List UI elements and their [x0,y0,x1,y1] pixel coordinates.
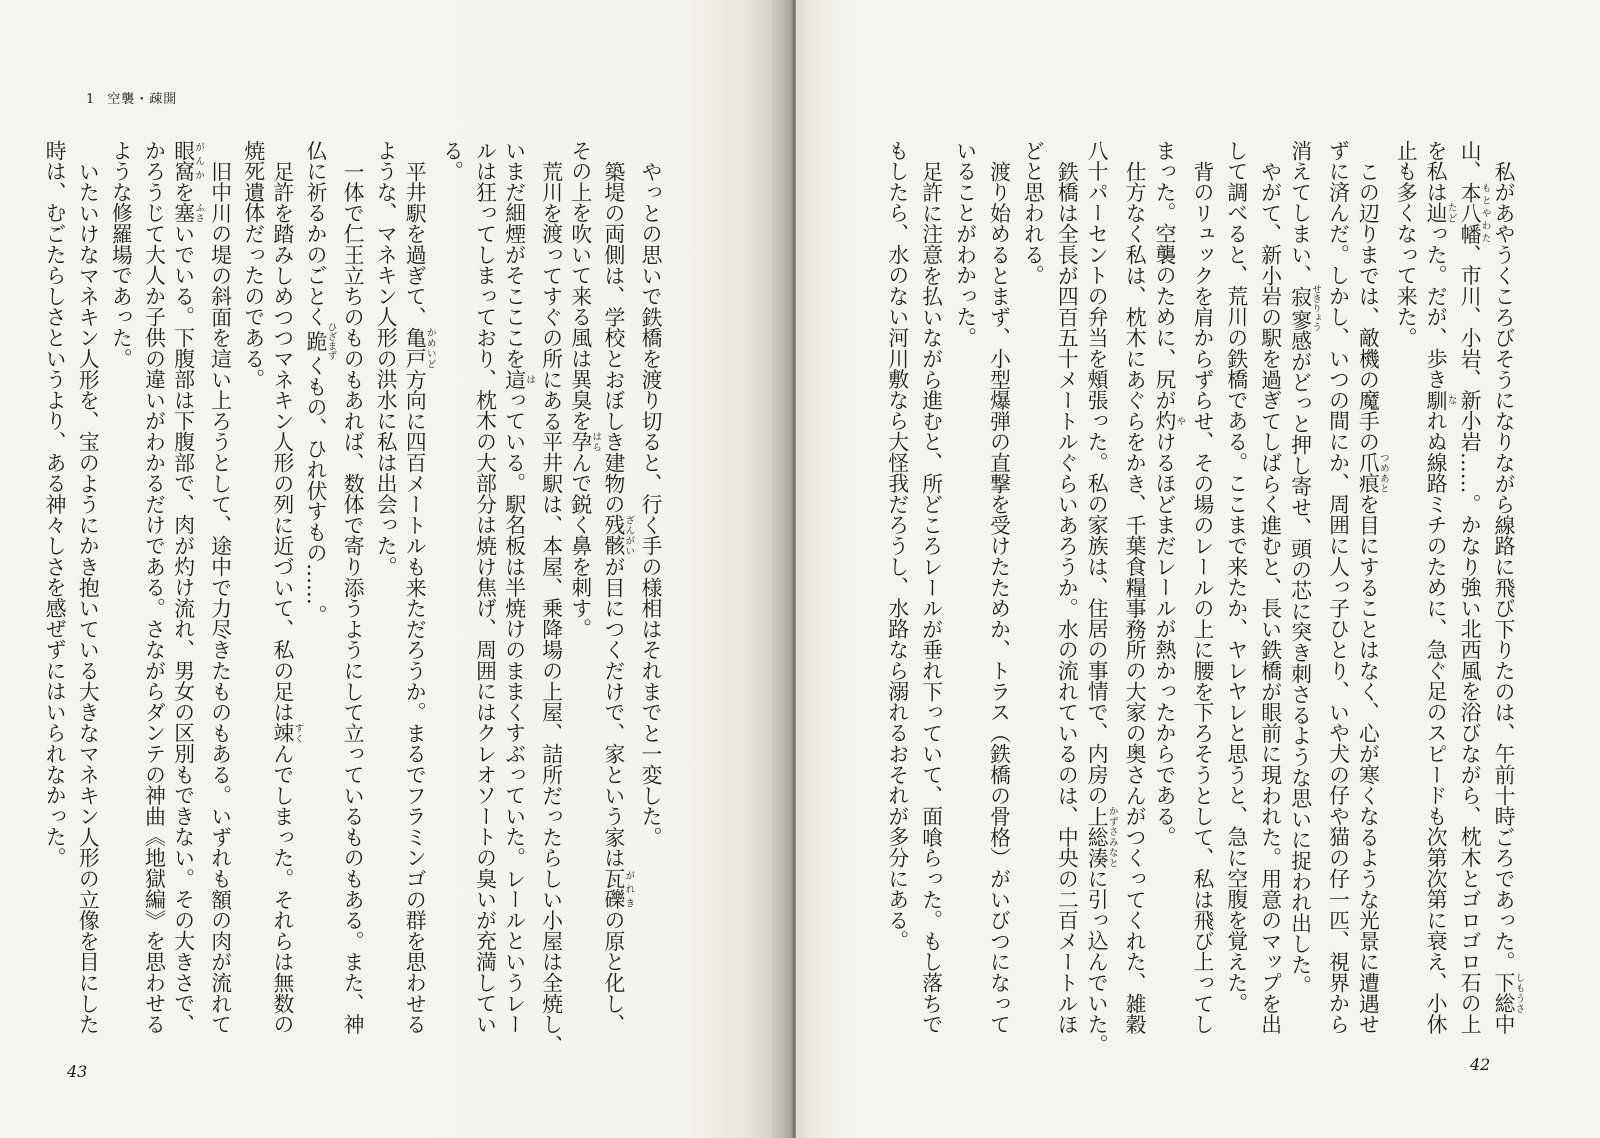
text-run: もしたら、水のない河川敷なら大怪我だろうし、水路なら溺れるおそれが多分にある。 [884,140,909,952]
text-column [368,140,402,1058]
furigana: せきりょう [1310,284,1322,332]
text-column [600,140,634,1058]
left-page [0,0,772,1138]
text-run: 止も多くなって来た。 [1393,140,1418,348]
text-run: 一体で仁王立ちのものもあれば、数体で寄り添うようにして立っているものもある。また、神 [340,160,365,1035]
text-run: 背のリュックを肩からずらせ、その場のレールの上に腰を下ろそうとして、私は飛び上ってし [1189,160,1214,1035]
text-run: その上を吹いて来る風は異臭を [567,140,592,432]
text-run: 鉄橋は全長が四百五十メートルぐらいあろうか。水の流れているのは、中央の二百メートルほ [1054,160,1079,1035]
text-column [1151,140,1185,1058]
text-run: 時は、むごたらしさというより、ある神々しさを感ぜずにはいられなかった。 [42,140,67,868]
ruby-word [501,368,536,390]
ruby-word [170,202,205,224]
ruby-word [402,327,436,369]
furigana: すく [292,722,304,744]
text-run: ルは狂ってしまっており、枕木の大部分は焼け焦げ、周囲にはクレオソートの臭いが充満してい [472,140,497,1035]
text-column [1219,140,1253,1058]
text-run: かろうじて大人か子供の違いがわかるだけである。さながらダンテの神曲《地獄編》を思わせる [141,140,166,1035]
running-head [86,88,177,107]
ruby-base: 辿 [1423,202,1448,224]
text-run: に引っ込んでいた。 [1084,868,1109,1056]
furigana: はら [590,431,602,453]
right-page [796,0,1600,1138]
furigana: かずさみなと [1106,805,1118,868]
text-run: を目にすることはなく、心が寒くなるような光景に遭遇せ [1355,493,1380,1035]
ruby-word [1423,389,1457,411]
ruby-word [1457,181,1491,245]
ruby-base: 灼 [1152,410,1176,432]
furigana: ひざまず [325,322,337,361]
text-column [1117,140,1151,1058]
text-run: を私は [1423,140,1448,203]
page-number-left: 43 [67,1062,88,1081]
text-column [170,140,204,1058]
text-run: 平井駅を過ぎて、 [402,160,427,328]
text-column [434,140,468,1058]
ruby-base: 本八幡 [1457,181,1482,245]
ruby-base: 孕 [567,431,592,453]
text-run: まった。空襲のために、尻が [1152,140,1176,411]
ruby-base: 竦 [269,722,294,744]
text-run: った。だが、歩き [1423,223,1448,390]
ruby-word [600,868,635,910]
text-run: 中 [1491,1013,1515,1035]
text-column [534,140,568,1058]
ruby-word [1355,452,1389,494]
text-column [948,140,982,1058]
text-column [633,140,667,1058]
text-column [468,140,502,1058]
text-column [1456,140,1490,1058]
text-run: いたいけなマネキン人形を、宝のようにかき抱いている大きなマネキン人形の立像を目にした [75,160,100,1035]
furigana: がれき [623,868,635,910]
text-column [914,140,948,1058]
text-column [335,140,369,1058]
text-run: 焼死遺体だったのである。 [240,140,265,390]
ruby-word [1084,805,1118,869]
text-run: いることがわかった。 [952,140,977,348]
text-column [1253,140,1287,1058]
text-column [103,140,137,1058]
ruby-word [1152,410,1186,432]
furigana: がんか [193,140,205,182]
text-run: いまだ細煙がそこここを [501,140,526,369]
text-column [269,140,303,1058]
ruby-word [1423,202,1457,224]
text-column [137,140,171,1058]
text-run: ような修羅場であった。 [108,140,133,369]
ruby-base: 這 [501,368,526,390]
ruby-word [269,722,304,744]
text-run: を [170,181,195,203]
text-run: 仏に祈るかのごとく [303,140,327,328]
text-run: 旧中川の堤の斜面を這い上ろうとして、途中で力尽きたものもある。いずれも額の肉が流れて [207,160,232,1035]
ruby-base: 爪痕 [1355,452,1380,494]
text-run: して調べると、荒川の鉄橋である。ここまで来たか、ヤレヤレと思うと、急に空腹を覚えた。 [1223,140,1248,1014]
furigana: もとやわた [1479,181,1491,245]
furigana: は [524,368,536,390]
text-run: やっとの思いで鉄橋を渡り切ると、行く手の様相はそれまでと一変した。 [638,160,662,848]
furigana: つめあと [1377,452,1389,494]
chapter-number: 1 [86,92,96,107]
text-column [1490,140,1524,1058]
text-run: っている。駅名板は半焼けのままくすぶっていた。レールというレー [501,389,526,1035]
text-run: ような、マネキン人形の洪水に私は出会った。 [373,140,398,577]
ruby-word [600,514,635,557]
ruby-base: 跪 [303,322,327,361]
text-run: 仕方なく私は、枕木にあぐらをかき、千葉食糧事務所の大家の奥さんがつくってくれた、雑穀 [1122,160,1147,1035]
furigana: ざんがい [623,514,635,556]
ruby-base: 寂寥 [1287,284,1312,332]
text-run: る。 [439,140,464,182]
text-run: 感がどっと押し寄せ、頭の芯に突き刺さるような思いに捉われ出した。 [1287,330,1312,996]
text-run: くもの、ひれ伏すもの……。 [303,355,327,626]
text-column [880,140,914,1058]
text-column [1321,140,1355,1058]
text-column [70,140,104,1058]
text-column [401,140,435,1058]
text-run: んでしまった。それらは無数の [269,743,294,1035]
text-run: 荒川を渡ってすぐの所にある平井駅は、本屋、乗降場の上屋、詰所だったらしい小屋は全焼し、 [538,160,563,1056]
text-column [37,140,71,1058]
text-run: 築堤の両側は、学校とおぼしき建物の [600,160,625,515]
ruby-word [1491,972,1525,1014]
text-column [236,140,270,1058]
text-run: どと思われる。 [1020,140,1045,286]
text-run: ずに済んだ。しかし、いつの間にか、周囲に人っ子ひとり、いや犬の仔や猫の仔一匹、視界から [1325,140,1350,1035]
text-column [501,140,535,1058]
ruby-word [170,140,205,182]
furigana: かめいど [424,327,436,369]
ruby-base: 上総湊 [1084,805,1109,869]
text-run: が目につくだけで、家という家は [600,556,625,869]
ruby-base: 塞 [170,202,195,224]
text-run: 私があやうくころびそうになりながら線路に飛び下りたのは、午前十時ごろであった。 [1491,160,1515,972]
text-column [567,140,601,1058]
text-run: 渡り始めるとまず、小型爆弾の直撃を受けたためか、トラス（鉄橋の骨格）がいびつになって [986,160,1011,1035]
text-column [1422,140,1456,1058]
page-number-right: 42 [1470,1055,1491,1074]
text-run: 足許を踏みしめつつマネキン人形の列に近づいて、私の足は [269,160,294,723]
ruby-base: 亀戸 [402,327,427,369]
ruby-word [1287,284,1322,332]
text-column [1354,140,1388,1058]
text-column [1388,140,1422,1058]
ruby-base: 残骸 [600,514,625,557]
furigana: な [1445,389,1457,411]
text-run: 消えてしまい、 [1287,140,1312,286]
furigana: ふさ [193,202,205,224]
text-run: 八十パーセントの弁当を頰張った。私の家族は、住居の事情で、内房の [1084,140,1109,806]
text-column [1287,140,1321,1058]
text-run: れぬ線路ミチのために、急ぐ足のスピードも次第次第に衰え、小休 [1423,410,1448,1035]
text-column [302,140,336,1058]
text-column [1015,140,1049,1058]
text-run: んで鋭く鼻を刺す。 [567,452,592,640]
chapter-title: 空襲・疎開 [107,92,178,107]
furigana: や [1174,410,1186,432]
ruby-word [303,322,337,361]
ruby-base: 下総 [1491,972,1515,1014]
text-run: けるほどまだレールが熱かったからである。 [1152,431,1176,848]
text-run: 方向に四百メートルも来ただろうか。まるでフラミンゴの群を思わせる [402,368,427,1035]
text-run: の原と化し、 [600,909,625,1035]
text-run: この辺りまでは、敵機の魔手の [1355,160,1380,452]
text-run: やがて、新小岩の駅を過ぎてしばらく進むと、長い鉄橋が眼前に現われた。用意のマップを出 [1257,160,1282,1035]
ruby-word [567,431,602,453]
book-gutter [772,0,796,1138]
text-run: 、市川、小岩、新小岩……。かなり強い北西風を浴びながら、枕木とゴロゴロ石の上 [1457,244,1482,1035]
ruby-base: 眼窩 [170,140,195,182]
text-column [982,140,1016,1058]
text-column [1049,140,1083,1058]
text-column [1083,140,1117,1058]
text-run: 足許に注意を払いながら進むと、所どころレールが垂れ下っていて、面喰らった。もし落ちで [918,160,943,1035]
furigana: しもうさ [1513,972,1525,1014]
ruby-base: 馴 [1423,389,1448,411]
text-run: いでいる。下腹部は下腹部で、肉が灼け流れ、男女の区別もできない。その大きさで、 [170,223,195,1035]
text-column [1185,140,1219,1058]
ruby-base: 瓦礫 [600,868,625,910]
text-run: 山、 [1457,140,1482,182]
text-column [203,140,237,1058]
furigana: たど [1445,202,1457,224]
